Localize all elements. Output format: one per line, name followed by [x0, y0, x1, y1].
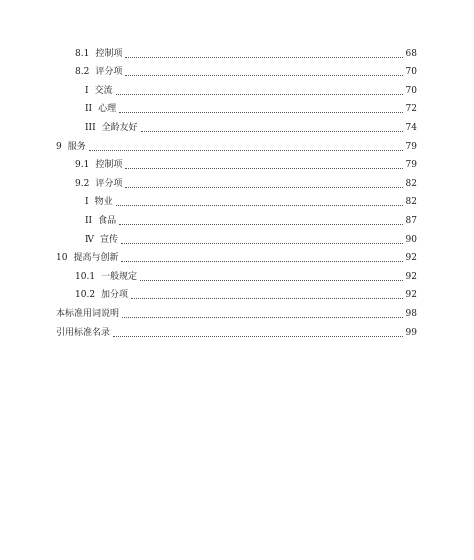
toc-entry-label — [75, 160, 122, 171]
toc-entry-number: III — [85, 122, 96, 133]
toc-entry-number: 10.1 — [75, 271, 96, 282]
toc-entry-8-1[interactable] — [56, 41, 417, 60]
toc-entry-title: 全龄友好 — [101, 122, 138, 133]
toc-entry-10[interactable] — [56, 246, 417, 265]
dot-leader — [125, 168, 403, 169]
dot-leader — [119, 224, 403, 225]
toc-entry-label — [75, 179, 122, 190]
toc-entry-page: 92 — [405, 253, 417, 264]
toc-entry-number: I — [85, 85, 89, 96]
dot-leader — [116, 205, 403, 206]
toc-entry-label — [75, 272, 137, 283]
toc-entry-10-2[interactable] — [56, 283, 417, 302]
toc-entry-number: I — [85, 197, 89, 208]
toc-entry-title: 一般规定 — [101, 271, 138, 282]
toc-entry-number: 9.2 — [75, 178, 90, 189]
toc-entry-number: 9.1 — [75, 160, 90, 171]
toc-entry-9-2-ii[interactable] — [56, 208, 417, 227]
toc-entry-label — [85, 86, 113, 97]
dot-leader — [121, 261, 403, 262]
toc-entry-title: 引用标准名录 — [56, 327, 111, 338]
toc-entry-page: 82 — [405, 197, 417, 208]
toc-entry-title: 评分项 — [95, 178, 123, 189]
toc-entry-page: 92 — [405, 271, 417, 282]
toc-entry-title: 控制项 — [95, 48, 123, 59]
toc-entry-page: 87 — [405, 215, 417, 226]
toc-entry-title: 提高与创新 — [73, 253, 119, 264]
table-of-contents — [56, 41, 417, 339]
toc-entry-number: 10 — [56, 253, 68, 264]
toc-entry-number: Ⅳ — [85, 234, 94, 245]
dot-leader — [116, 94, 403, 95]
toc-entry-label — [56, 328, 110, 339]
toc-entry-page: 72 — [405, 104, 417, 115]
dot-leader — [131, 298, 403, 299]
toc-entry-9-2[interactable] — [56, 171, 417, 190]
toc-entry-label — [75, 49, 122, 60]
dot-leader — [125, 57, 403, 58]
toc-entry-number: II — [85, 215, 93, 226]
toc-entry-8-2[interactable] — [56, 60, 417, 79]
toc-entry-number: II — [85, 104, 93, 115]
toc-entry-9-2-iv[interactable] — [56, 227, 417, 246]
dot-leader — [125, 187, 403, 188]
dot-leader — [89, 150, 403, 151]
toc-entry-number: 8.2 — [75, 67, 90, 78]
dot-leader — [125, 75, 403, 76]
toc-entry-title: 物业 — [94, 197, 113, 208]
toc-entry-9-1[interactable] — [56, 153, 417, 172]
toc-entry-page: 82 — [405, 178, 417, 189]
toc-entry-label — [85, 123, 138, 134]
toc-entry-label — [75, 290, 128, 301]
toc-entry-title: 评分项 — [95, 67, 123, 78]
toc-entry-number: 9 — [56, 141, 62, 152]
toc-entry-title: 加分项 — [101, 290, 129, 301]
toc-entry-page: 98 — [405, 308, 417, 319]
toc-entry-title: 交流 — [94, 85, 113, 96]
toc-entry-title: 宣传 — [100, 234, 119, 245]
toc-entry-page: 90 — [405, 234, 417, 245]
toc-entry-page: 79 — [405, 160, 417, 171]
toc-entry-number: 8.1 — [75, 48, 90, 59]
toc-entry-label — [85, 216, 116, 227]
dot-leader — [113, 336, 403, 337]
toc-entry-label — [85, 235, 118, 246]
toc-entry-title: 心理 — [98, 104, 117, 115]
toc-entry-8-2-ii[interactable] — [56, 97, 417, 116]
toc-entry-number: 10.2 — [75, 290, 96, 301]
toc-entry-title: 食品 — [98, 215, 117, 226]
toc-entry-8-2-i[interactable] — [56, 78, 417, 97]
dot-leader — [122, 317, 403, 318]
toc-entry-label — [56, 253, 118, 264]
toc-entry-title: 控制项 — [95, 160, 123, 171]
toc-entry-page: 92 — [405, 290, 417, 301]
dot-leader — [121, 243, 403, 244]
dot-leader — [140, 280, 403, 281]
toc-entry-title: 本标准用词说明 — [56, 308, 120, 319]
toc-entry-referenced-standards[interactable] — [56, 320, 417, 339]
toc-entry-wording-explanation[interactable] — [56, 301, 417, 320]
toc-entry-label — [56, 142, 86, 153]
toc-entry-page: 74 — [405, 122, 417, 133]
toc-entry-page: 70 — [405, 85, 417, 96]
toc-entry-page: 68 — [405, 48, 417, 59]
toc-entry-page: 70 — [405, 67, 417, 78]
toc-entry-label — [85, 197, 113, 208]
dot-leader — [119, 112, 403, 113]
toc-entry-title: 服务 — [67, 141, 86, 152]
dot-leader — [141, 131, 403, 132]
toc-entry-label — [75, 67, 122, 78]
toc-entry-page: 79 — [405, 141, 417, 152]
toc-entry-label — [56, 309, 119, 320]
toc-entry-9[interactable] — [56, 134, 417, 153]
toc-entry-label — [85, 104, 116, 115]
toc-entry-10-1[interactable] — [56, 264, 417, 283]
toc-entry-9-2-i[interactable] — [56, 190, 417, 209]
toc-entry-8-2-iii[interactable] — [56, 115, 417, 134]
toc-entry-page: 99 — [405, 327, 417, 338]
